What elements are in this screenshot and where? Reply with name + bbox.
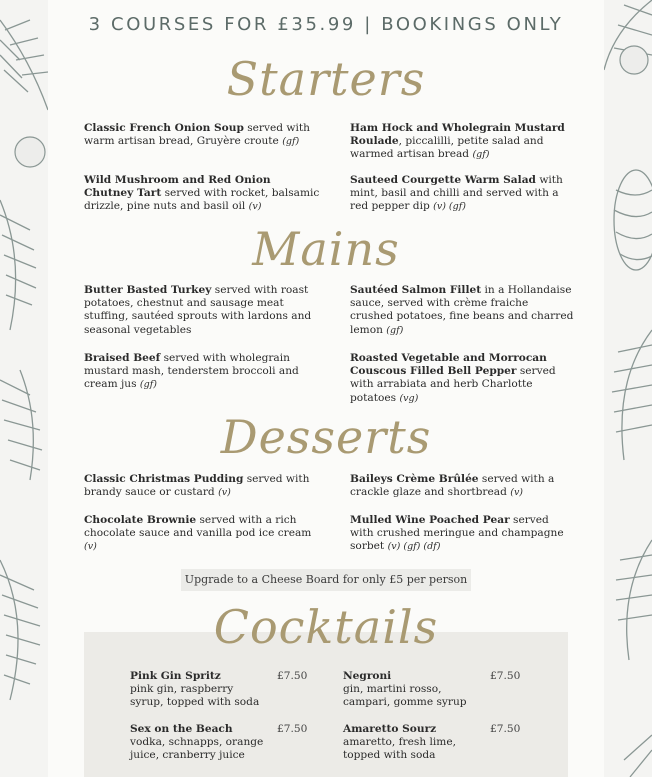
item-desc: served with brandy sauce or custard (84, 473, 310, 499)
cocktail-name: Pink Gin Spritz (130, 670, 221, 682)
dietary-tags: (gf) (282, 136, 300, 148)
item-name: Roasted Vegetable and Morrocan Couscous Filled Bell Pepper (350, 352, 547, 378)
menu-item-starter (350, 122, 574, 162)
item-desc: served with arrabiata and herb Charlotte potatoes (350, 365, 556, 404)
item-desc: , piccalilli, petite salad and warmed artisan bread (350, 135, 544, 161)
item-desc: served with a crackle glaze and shortbread (350, 473, 555, 499)
menu-item-dessert (350, 473, 574, 499)
section-title-cocktails: Cocktails (213, 600, 439, 654)
item-desc: served with warm artisan bread, Gruyère croute (84, 122, 310, 148)
dietary-tags: (v) (510, 487, 524, 499)
menu-item-main (350, 352, 574, 405)
cocktail-price: £7.50 (490, 723, 521, 735)
cocktail-name: Negroni (343, 670, 392, 682)
menu-item-main (84, 352, 322, 392)
dietary-tags: (gf) (139, 379, 157, 391)
cocktail-price: £7.50 (490, 670, 521, 682)
cocktail-price: £7.50 (277, 670, 308, 682)
item-name: Sauteed Courgette Warm Salad (350, 174, 536, 186)
item-name: Sautéed Salmon Fillet (350, 284, 482, 296)
menu-item-starter (84, 122, 322, 148)
menu-item-main (350, 284, 574, 337)
item-name: Mulled Wine Poached Pear (350, 514, 510, 526)
dietary-tags: (v) (gf) (433, 201, 466, 213)
cocktail-item (343, 670, 483, 710)
section-title-mains: Mains (252, 222, 400, 276)
dietary-tags: (gf) (386, 324, 404, 336)
item-name: Braised Beef (84, 352, 161, 364)
cocktail-desc: amaretto, fresh lime, topped with soda (343, 736, 456, 762)
section-title-desserts: Desserts (220, 410, 432, 464)
cocktail-name: Amaretto Sourz (343, 723, 437, 735)
dietary-tags: (v) (84, 541, 97, 553)
item-desc: served with roast potatoes, chestnut and sausage meat stuffing, sautéed sprouts with lardons and seasonal vegetables (84, 284, 312, 336)
menu-item-main (84, 284, 322, 337)
menu-item-starter (84, 174, 322, 214)
cocktail-desc: pink gin, raspberry syrup, topped with soda (130, 683, 260, 709)
item-name: Classic French Onion Soup (84, 122, 244, 134)
item-desc: served with a rich chocolate sauce and vanilla pod ice cream (84, 514, 312, 540)
cocktail-desc: gin, martini rosso, campari, gomme syrup (343, 683, 467, 709)
item-desc: served with crushed meringue and champagne sorbet (350, 514, 564, 553)
item-name: Baileys Crème Brûlée (350, 473, 479, 485)
section-title-starters: Starters (226, 52, 426, 106)
menu-item-dessert (84, 473, 322, 499)
cocktail-item (130, 723, 270, 763)
menu-item-dessert (84, 514, 322, 554)
cocktail-price: £7.50 (277, 723, 308, 735)
cocktail-item (130, 670, 270, 710)
left-foliage-border (0, 0, 48, 777)
dietary-tags: (gf) (472, 149, 490, 161)
cocktail-name: Sex on the Beach (130, 723, 233, 735)
cheese-board-upgrade-note: Upgrade to a Cheese Board for only £5 per person (181, 569, 471, 591)
menu-item-dessert (350, 514, 574, 554)
menu-banner: 3 COURSES FOR £35.99 | BOOKINGS ONLY (88, 14, 564, 35)
dietary-tags: (v) (248, 201, 262, 213)
dietary-tags: (v) (gf) (df) (387, 541, 441, 553)
menu-item-starter (350, 174, 574, 214)
item-name: Wild Mushroom and Red Onion Chutney Tart (84, 174, 271, 200)
cocktail-desc: vodka, schnapps, orange juice, cranberry juice (130, 736, 264, 762)
item-name: Butter Basted Turkey (84, 284, 212, 296)
item-desc: with mint, basil and chilli and served with a red pepper dip (350, 174, 563, 213)
item-desc: in a Hollandaise sauce, served with crème fraiche crushed potatoes, fine beans and charred lemon (350, 284, 574, 336)
item-name: Classic Christmas Pudding (84, 473, 244, 485)
dietary-tags: (v) (218, 487, 231, 499)
pine-cone-illustration (604, 0, 652, 777)
item-desc: served with rocket, balsamic drizzle, pine nuts and basil oil (84, 187, 320, 213)
dietary-tags: (vg) (399, 392, 419, 404)
pine-branch-illustration (0, 0, 48, 777)
right-foliage-border (604, 0, 652, 777)
item-desc: served with wholegrain mustard mash, tenderstem broccoli and cream jus (84, 352, 299, 391)
item-name: Ham Hock and Wholegrain Mustard Roulade (350, 122, 565, 148)
cocktail-item (343, 723, 483, 763)
item-name: Chocolate Brownie (84, 514, 197, 526)
